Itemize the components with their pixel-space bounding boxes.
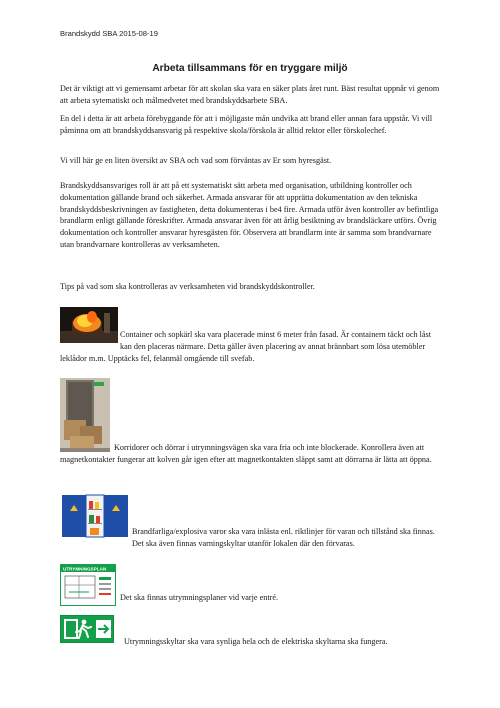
flammables-text: Brandfarliga/explosiva varor ska vara inlästa enl. riktlinjer för varan och tillstånd ska finnas. Det ska även finnas varningskyltar utanför lokalen där den förvaras.	[132, 527, 435, 548]
prevention-paragraph: En del i detta är att arbeta förebyggande för att i möjligaste mån undvika att brand eller annan fara uppstår. Vi vill påminna om att brandskyddsansvarig på respektive skola/förskola är alltid rektor eller förskolechef.	[60, 114, 433, 135]
emergency-exit-sign	[60, 615, 114, 643]
container-item	[60, 305, 444, 364]
evacuation-plan-text: Det ska finnas utrymningsplaner vid varje entré.	[120, 593, 279, 602]
burning-container-photo	[60, 307, 118, 343]
evacuation-plan-label: UTRYMNINGSPLAN	[63, 566, 107, 572]
responsibility-paragraph: Brandskyddsansvariges roll är att på ett systematiskt sätt arbeta med organisation, utbildning kontroller och dokumentation gällande brand och säkerhet. Armada ansvarar för att upprätta dokumentation av den tekniska brandskyddsbeskrivningen av fastigheten, detta dokumenteras i be4 fire. Armada utför även kontroller av befintliga brandlarm enligt gällande föreskrifter. Armada ansvarar även för att årlig besiktning av brandsläckare utförs. Övrig dokumentation och kontroller ansvarar hyresgästen för. Observera att brandlarm inte är samma som brandvarnare utan brandvarnare kontrolleras av verksamheten.	[60, 181, 439, 249]
overview-paragraph: Vi vill här ge en liten översikt av SBA och vad som förväntas av Er som hyresgäst.	[60, 156, 332, 165]
evacuation-plan-item	[60, 562, 444, 606]
tips-intro-paragraph: Tips på vad som ska kontrolleras av verksamheten vid brandskyddskontroller.	[60, 282, 315, 291]
intro-paragraph: Det är viktigt att vi gemensamt arbetar för att skolan ska vara en säker plats året runt. Bäst resultat uppnår vi genom att arbeta sytematiskt och målmedvetet med brandskyddsarbete SBA.	[60, 84, 440, 105]
exit-sign-text: Utrymningsskyltar ska vara synliga hela och de elektriska skyltarna ska fungera.	[124, 637, 388, 646]
blocked-corridor-photo	[60, 378, 110, 452]
flammables-item	[60, 491, 444, 550]
corridor-item	[60, 376, 444, 466]
evacuation-plan-image	[60, 564, 116, 606]
page-title: Arbeta tillsammans för en tryggare miljö	[152, 63, 348, 74]
flammables-cabinet-photo	[60, 493, 130, 539]
container-text: Container och sopkärl ska vara placerade minst 6 meter från fasad. Är containern täckt och låst kan den placeras närmare. Detta gäller även placering av annat brännbart som lösa utemöbler leklådor m.m. Upptäcks fel, felanmäl omgående till svefab.	[60, 330, 432, 363]
exit-sign-item	[60, 613, 444, 648]
document-header: Brandskydd SBA 2015-08-19	[60, 29, 158, 38]
corridor-text: Korridorer och dörrar i utrymningsvägen ska vara fria och inte blockerade. Konrollera även att magnetkontakter fungerar att kolven går igen efter att magnetkontakten släppt samt att dörrarna är lätta att öppna.	[60, 443, 432, 464]
